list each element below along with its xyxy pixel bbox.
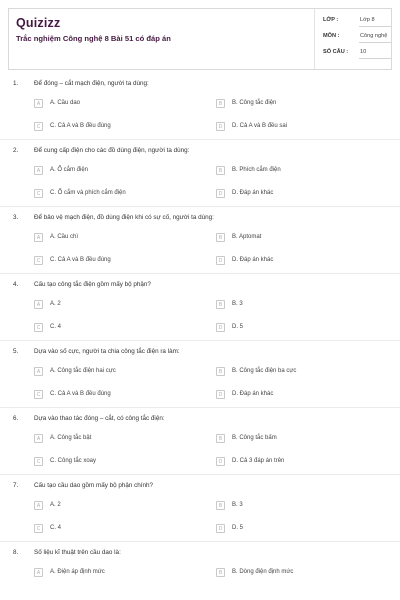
option-text: B. Công tắc điện xyxy=(232,100,277,106)
meta-label: LỚP : xyxy=(323,17,339,23)
answer-option[interactable] xyxy=(34,568,204,578)
question-item xyxy=(0,214,400,282)
quizizz-logo: Quizizz xyxy=(16,16,61,30)
option-text: B. Công tắc bấm xyxy=(232,435,277,441)
option-text: C. Ổ cắm và phích cắm điện xyxy=(50,190,126,196)
option-text: A. 2 xyxy=(50,301,61,307)
question-divider xyxy=(0,139,400,140)
option-letter-box[interactable]: B xyxy=(216,434,225,443)
option-letter-box[interactable]: D xyxy=(216,256,225,265)
option-letter-box[interactable]: C xyxy=(34,390,43,399)
option-letter-box[interactable]: A xyxy=(34,300,43,309)
answer-option[interactable] xyxy=(216,256,386,266)
answer-option[interactable] xyxy=(34,323,204,333)
question-item xyxy=(0,348,400,416)
option-letter-box[interactable]: B xyxy=(216,233,225,242)
meta-row-class xyxy=(323,17,391,29)
option-text: B. 3 xyxy=(232,502,243,508)
answer-option[interactable] xyxy=(34,122,204,132)
question-divider xyxy=(0,340,400,341)
worksheet-header xyxy=(8,8,392,70)
option-text: A. Ổ cắm điện xyxy=(50,167,89,173)
option-letter-box[interactable]: C xyxy=(34,189,43,198)
option-text: C. Cả A và B đều đúng xyxy=(50,391,111,397)
question-text: Dựa vào số cực, người ta chia công tắc điện ra làm: xyxy=(34,348,180,355)
option-letter-box[interactable]: D xyxy=(216,524,225,533)
option-letter-box[interactable]: B xyxy=(216,367,225,376)
option-letter-box[interactable]: C xyxy=(34,323,43,332)
meta-value: Lớp 8 xyxy=(360,17,375,23)
option-letter-box[interactable]: D xyxy=(216,457,225,466)
option-letter-box[interactable]: A xyxy=(34,434,43,443)
option-text: B. Dòng điện định mức xyxy=(232,569,294,575)
option-letter-box[interactable]: A xyxy=(34,99,43,108)
answer-option[interactable] xyxy=(216,233,386,243)
answer-option[interactable] xyxy=(216,300,386,310)
option-letter-box[interactable]: D xyxy=(216,323,225,332)
meta-label: MÔN : xyxy=(323,33,340,39)
option-letter-box[interactable]: D xyxy=(216,122,225,131)
meta-row-count xyxy=(323,49,391,61)
option-text: A. Công tắc bật xyxy=(50,435,92,441)
answer-option[interactable] xyxy=(216,524,386,534)
answer-option[interactable] xyxy=(34,166,204,176)
answer-option[interactable] xyxy=(34,457,204,467)
question-number: 4. xyxy=(13,281,19,288)
question-item xyxy=(0,549,400,600)
option-text: C. Cả A và B đều đúng xyxy=(50,123,111,129)
option-text: B. 3 xyxy=(232,301,243,307)
question-text: Số liệu kĩ thuật trên cầu dao là: xyxy=(34,549,121,556)
question-text: Để cung cấp điện cho các đồ dùng điện, người ta dùng: xyxy=(34,147,190,154)
option-text: B. Công tắc điện ba cực xyxy=(232,368,297,374)
answer-option[interactable] xyxy=(216,99,386,109)
option-letter-box[interactable]: B xyxy=(216,166,225,175)
option-text: A. Cầu dao xyxy=(50,100,81,106)
question-number: 6. xyxy=(13,415,19,422)
answer-option[interactable] xyxy=(34,434,204,444)
question-number: 3. xyxy=(13,214,19,221)
option-text: D. Cả 3 đáp án trên xyxy=(232,458,285,464)
question-text: Để bảo vệ mạch điện, đồ dùng điện khi có sự cố, người ta dùng: xyxy=(34,214,214,221)
answer-option[interactable] xyxy=(216,367,386,377)
option-letter-box[interactable]: C xyxy=(34,256,43,265)
option-text: A. 2 xyxy=(50,502,61,508)
option-letter-box[interactable]: A xyxy=(34,568,43,577)
option-letter-box[interactable]: D xyxy=(216,390,225,399)
answer-option[interactable] xyxy=(34,524,204,534)
option-text: A. Cầu chì xyxy=(50,234,79,240)
meta-row-subject xyxy=(323,33,391,45)
option-letter-box[interactable]: A xyxy=(34,367,43,376)
option-text: C. 4 xyxy=(50,525,62,531)
answer-option[interactable] xyxy=(34,256,204,266)
option-letter-box[interactable]: C xyxy=(34,457,43,466)
meta-label: SỐ CÂU : xyxy=(323,49,349,55)
option-letter-box[interactable]: D xyxy=(216,189,225,198)
option-text: D. Cả A và B đều sai xyxy=(232,123,288,129)
answer-option[interactable] xyxy=(34,367,204,377)
meta-info-box xyxy=(314,9,392,69)
question-text: Dựa vào thao tác đóng – cắt, có công tắc điện: xyxy=(34,415,165,422)
meta-underline xyxy=(359,58,391,59)
question-divider xyxy=(0,407,400,408)
question-text: Để đóng – cắt mạch điện, người ta dùng: xyxy=(34,80,149,87)
option-text: D. Đáp án khác xyxy=(232,391,274,397)
question-divider xyxy=(0,206,400,207)
option-text: D. Đáp án khác xyxy=(232,190,274,196)
question-item xyxy=(0,80,400,148)
answer-option[interactable] xyxy=(216,122,386,132)
question-divider xyxy=(0,474,400,475)
answer-option[interactable] xyxy=(216,189,386,199)
answer-option[interactable] xyxy=(34,390,204,400)
option-text: C. 4 xyxy=(50,324,62,330)
option-letter-box[interactable]: C xyxy=(34,122,43,131)
page-title: Trắc nghiệm Công nghệ 8 Bài 51 có đáp án xyxy=(16,34,171,43)
question-divider xyxy=(0,541,400,542)
meta-value: Công nghệ xyxy=(360,33,388,39)
answer-option[interactable] xyxy=(216,457,386,467)
question-divider xyxy=(0,273,400,274)
option-text: B. Aptomat xyxy=(232,234,262,240)
option-letter-box[interactable]: B xyxy=(216,568,225,577)
question-item xyxy=(0,281,400,349)
answer-option[interactable] xyxy=(34,99,204,109)
answer-option[interactable] xyxy=(34,233,204,243)
answer-option[interactable] xyxy=(216,390,386,400)
question-item xyxy=(0,415,400,483)
option-text: D. 5 xyxy=(232,525,244,531)
option-letter-box[interactable]: A xyxy=(34,233,43,242)
question-number: 2. xyxy=(13,147,19,154)
question-number: 8. xyxy=(13,549,19,556)
answer-option[interactable] xyxy=(34,300,204,310)
answer-option[interactable] xyxy=(216,166,386,176)
question-text: Cấu tạo cầu dao gồm mấy bộ phận chính? xyxy=(34,482,154,489)
option-letter-box[interactable]: B xyxy=(216,501,225,510)
option-text: D. Đáp án khác xyxy=(232,257,274,263)
question-number: 7. xyxy=(13,482,19,489)
answer-option[interactable] xyxy=(216,323,386,333)
answer-option[interactable] xyxy=(34,501,204,511)
option-text: D. 5 xyxy=(232,324,244,330)
question-number: 5. xyxy=(13,348,19,355)
option-letter-box[interactable]: A xyxy=(34,166,43,175)
meta-value: 10 xyxy=(360,49,367,55)
option-letter-box[interactable]: B xyxy=(216,300,225,309)
option-text: C. Cả A và B đều đúng xyxy=(50,257,111,263)
option-text: A. Công tắc điện hai cực xyxy=(50,368,116,374)
option-text: C. Công tắc xoay xyxy=(50,458,97,464)
meta-underline xyxy=(359,26,391,27)
option-letter-box[interactable]: A xyxy=(34,501,43,510)
meta-underline xyxy=(359,42,391,43)
answer-option[interactable] xyxy=(216,434,386,444)
question-item xyxy=(0,482,400,550)
question-item xyxy=(0,147,400,215)
answer-option[interactable] xyxy=(216,568,386,578)
question-number: 1. xyxy=(13,80,19,87)
question-text: Cấu tạo công tắc điện gồm mấy bộ phận? xyxy=(34,281,151,288)
answer-option[interactable] xyxy=(34,189,204,199)
option-letter-box[interactable]: B xyxy=(216,99,225,108)
option-text: A. Điện áp định mức xyxy=(50,569,105,575)
option-text: B. Phích cắm điện xyxy=(232,167,281,173)
option-letter-box[interactable]: C xyxy=(34,524,43,533)
answer-option[interactable] xyxy=(216,501,386,511)
